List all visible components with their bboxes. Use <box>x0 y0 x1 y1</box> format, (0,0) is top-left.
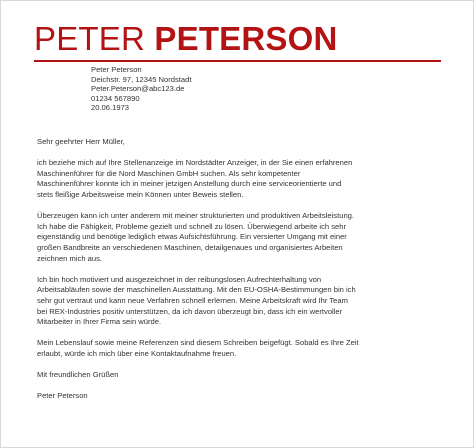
paragraph-line: erlaubt, würde ich mich über eine Kontaktaufnahme freuen. <box>37 348 237 358</box>
paragraph-line: sehr gut vertraut und kann neue Verfahren schnell erlernen. Meine Arbeitskraft wird Ihr Team <box>37 295 348 305</box>
letter-date: 20.06.1973 <box>91 103 130 113</box>
paragraph-line: ich beziehe mich auf Ihre Stellenanzeige im Nordstädter Anzeiger, in der Sie einen erfahrenen <box>37 158 353 168</box>
signature: Peter Peterson <box>37 391 88 401</box>
paragraph-3 <box>37 275 447 328</box>
letter-body <box>37 137 447 412</box>
sender-street: Deichstr. 97, 12345 Nordstadt <box>91 74 192 84</box>
sender-name: Peter Peterson <box>91 65 142 74</box>
paragraph-line: Ich bin hoch motiviert und ausgezeichnet in der reibungslosen Aufrechterhaltung von <box>37 274 322 284</box>
paragraph-line: Ich habe die Fähigkeit, Probleme gezielt und schnell zu lösen. Überwiegend arbeite ich sehr <box>37 221 346 231</box>
sender-block <box>91 65 191 113</box>
paragraph-line: Mein Lebenslauf sowie meine Referenzen sind diesem Schreiben beigefügt. Sobald es Ihre Zeit <box>37 338 359 348</box>
paragraph-line: großen Bandbreite an verschiedenen Maschinen, detailgenaues und organisiertes Arbeiten <box>37 242 343 252</box>
paragraph-4 <box>37 338 447 359</box>
sender-email: Peter.Peterson@abc123.de <box>91 84 185 94</box>
paragraph-line: Überzeugen kann ich unter anderem mit meiner strukturierten und produktiven Arbeitsleistung. <box>37 211 354 221</box>
letterhead-first-name: PETER <box>34 20 146 57</box>
paragraph-1 <box>37 158 447 200</box>
paragraph-line: bei REX-Industries positiv unterstützen, da ich davon überzeugt bin, dass ich ein wertvoller <box>37 306 343 316</box>
letterhead-last-name: PETERSON <box>154 20 338 57</box>
paragraph-line: Maschinenführer konnte ich in meiner jetzigen Anstellung durch eine serviceorientierte und <box>37 179 342 189</box>
paragraph-line: zeichnen mich aus. <box>37 253 103 263</box>
closing: Mit freundlichen Grüßen <box>37 370 119 380</box>
letterhead-name <box>34 19 338 59</box>
salutation: Sehr geehrter Herr Müller, <box>37 137 125 146</box>
paragraph-line: eigenständig und benötige lediglich etwas Aufsichtsführung. Ein versierter Umgang mit einer <box>37 232 347 242</box>
letterhead-divider <box>34 60 441 62</box>
paragraph-line: Maschinenführer für die Nord Maschinen GmbH suchen. Als sehr kompetenter <box>37 168 301 178</box>
paragraph-line: stets fleißige Arbeitsweise mein Können unter Beweis stellen. <box>37 189 244 199</box>
sender-phone: 01234 567890 <box>91 93 140 103</box>
paragraph-line: Arbeitsabläufen sowie der maschinellen Ausstattung. Mit den EU-OSHA-Bestimmungen bin ich <box>37 285 356 295</box>
paragraph-line: Mitarbeiter in Ihrer Firma sein würde. <box>37 317 162 327</box>
paragraph-2 <box>37 211 447 264</box>
